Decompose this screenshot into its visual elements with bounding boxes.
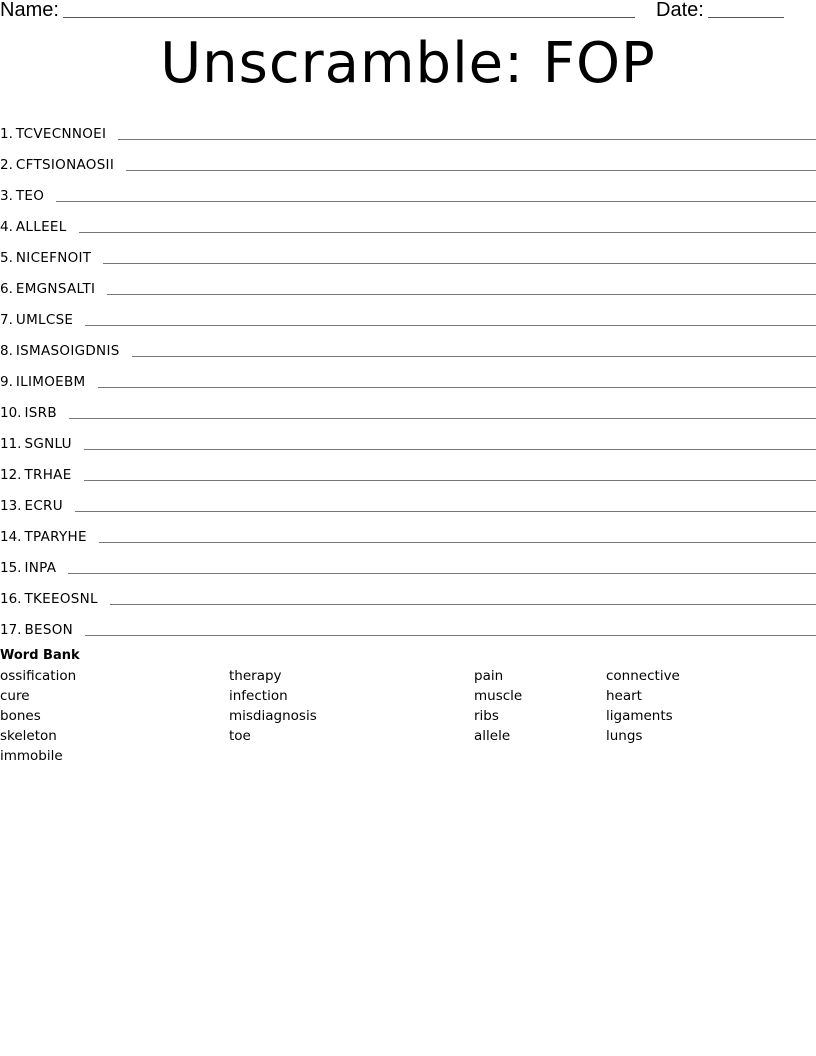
name-label: Name: (0, 0, 59, 21)
word-bank (0, 646, 816, 766)
puzzle-number: 2. (0, 157, 13, 173)
scrambled-word: NICEFNOIT (15, 250, 92, 266)
word-bank-column (606, 666, 680, 746)
answer-line[interactable] (132, 355, 816, 357)
word-bank-word: heart (606, 688, 642, 704)
puzzle-row (0, 359, 816, 390)
puzzle-number: 17. (0, 622, 22, 638)
puzzle-row (0, 204, 816, 235)
word-bank-word: ligaments (606, 708, 673, 724)
word-bank-column (0, 666, 76, 766)
puzzle-number: 8. (0, 343, 13, 359)
word-bank-word: bones (0, 708, 41, 724)
answer-line[interactable] (98, 386, 816, 388)
scrambled-word: INPA (24, 560, 57, 576)
answer-line[interactable] (85, 324, 816, 326)
scrambled-word: ILIMOEBM (15, 374, 86, 390)
puzzle-number: 12. (0, 467, 22, 483)
puzzle-row (0, 576, 816, 607)
word-bank-word: toe (229, 728, 251, 744)
puzzle-number: 3. (0, 188, 13, 204)
puzzle-row (0, 266, 816, 297)
word-bank-column (474, 666, 522, 746)
puzzle-row (0, 452, 816, 483)
word-bank-word: immobile (0, 748, 63, 764)
puzzle-list (0, 111, 816, 638)
scrambled-word: EMGNSALTI (15, 281, 96, 297)
word-bank-word: ribs (474, 708, 499, 724)
puzzle-row (0, 297, 816, 328)
puzzle-row (0, 235, 816, 266)
word-bank-word: skeleton (0, 728, 57, 744)
puzzle-row (0, 390, 816, 421)
word-bank-word: infection (229, 688, 288, 704)
scrambled-word: ISMASOIGDNIS (15, 343, 120, 359)
worksheet-header (0, 0, 816, 26)
answer-line[interactable] (75, 510, 816, 512)
puzzle-row (0, 514, 816, 545)
puzzle-row (0, 328, 816, 359)
scrambled-word: TKEEOSNL (24, 591, 98, 607)
puzzle-row (0, 142, 816, 173)
word-bank-column (229, 666, 317, 746)
word-bank-word: cure (0, 688, 30, 704)
scrambled-word: ECRU (24, 498, 63, 514)
scrambled-word: BESON (24, 622, 74, 638)
puzzle-row (0, 173, 816, 204)
name-input-line[interactable] (63, 17, 635, 18)
puzzle-number: 7. (0, 312, 13, 328)
puzzle-row (0, 421, 816, 452)
answer-line[interactable] (56, 200, 816, 202)
scrambled-word: SGNLU (24, 436, 72, 452)
puzzle-row (0, 111, 816, 142)
puzzle-row (0, 545, 816, 576)
word-bank-word: lungs (606, 728, 643, 744)
answer-line[interactable] (69, 417, 816, 419)
puzzle-number: 4. (0, 219, 13, 235)
word-bank-word: connective (606, 668, 680, 684)
answer-line[interactable] (103, 262, 816, 264)
scrambled-word: TPARYHE (24, 529, 87, 545)
answer-line[interactable] (126, 169, 816, 171)
word-bank-word: misdiagnosis (229, 708, 317, 724)
answer-line[interactable] (79, 231, 816, 233)
puzzle-number: 16. (0, 591, 22, 607)
puzzle-row (0, 607, 816, 638)
scrambled-word: CFTSIONAOSII (15, 157, 115, 173)
answer-line[interactable] (85, 634, 816, 636)
puzzle-number: 6. (0, 281, 13, 297)
answer-line[interactable] (107, 293, 816, 295)
word-bank-word: allele (474, 728, 511, 744)
date-label: Date: (656, 0, 704, 21)
scrambled-word: ISRB (24, 405, 57, 421)
puzzle-number: 9. (0, 374, 13, 390)
puzzle-number: 14. (0, 529, 22, 545)
answer-line[interactable] (99, 541, 816, 543)
answer-line[interactable] (84, 448, 816, 450)
date-input-line[interactable] (708, 17, 784, 18)
word-bank-word: therapy (229, 668, 282, 684)
scrambled-word: TEO (15, 188, 45, 204)
scrambled-word: TCVECNNOEI (15, 126, 107, 142)
scrambled-word: UMLCSE (15, 312, 74, 328)
puzzle-number: 1. (0, 126, 13, 142)
answer-line[interactable] (110, 603, 816, 605)
scrambled-word: TRHAE (24, 467, 72, 483)
answer-line[interactable] (68, 572, 816, 574)
word-bank-word: muscle (474, 688, 523, 704)
puzzle-number: 11. (0, 436, 22, 452)
word-bank-word: pain (474, 668, 504, 684)
puzzle-number: 15. (0, 560, 22, 576)
puzzle-row (0, 483, 816, 514)
answer-line[interactable] (84, 479, 816, 481)
worksheet-title: Unscramble: FOP (160, 31, 656, 96)
answer-line[interactable] (118, 138, 816, 140)
scrambled-word: ALLEEL (15, 219, 67, 235)
word-bank-word: ossification (0, 668, 77, 684)
word-bank-title: Word Bank (0, 648, 80, 663)
puzzle-number: 13. (0, 498, 22, 514)
puzzle-number: 10. (0, 405, 22, 421)
word-bank-grid (0, 666, 816, 766)
puzzle-number: 5. (0, 250, 13, 266)
